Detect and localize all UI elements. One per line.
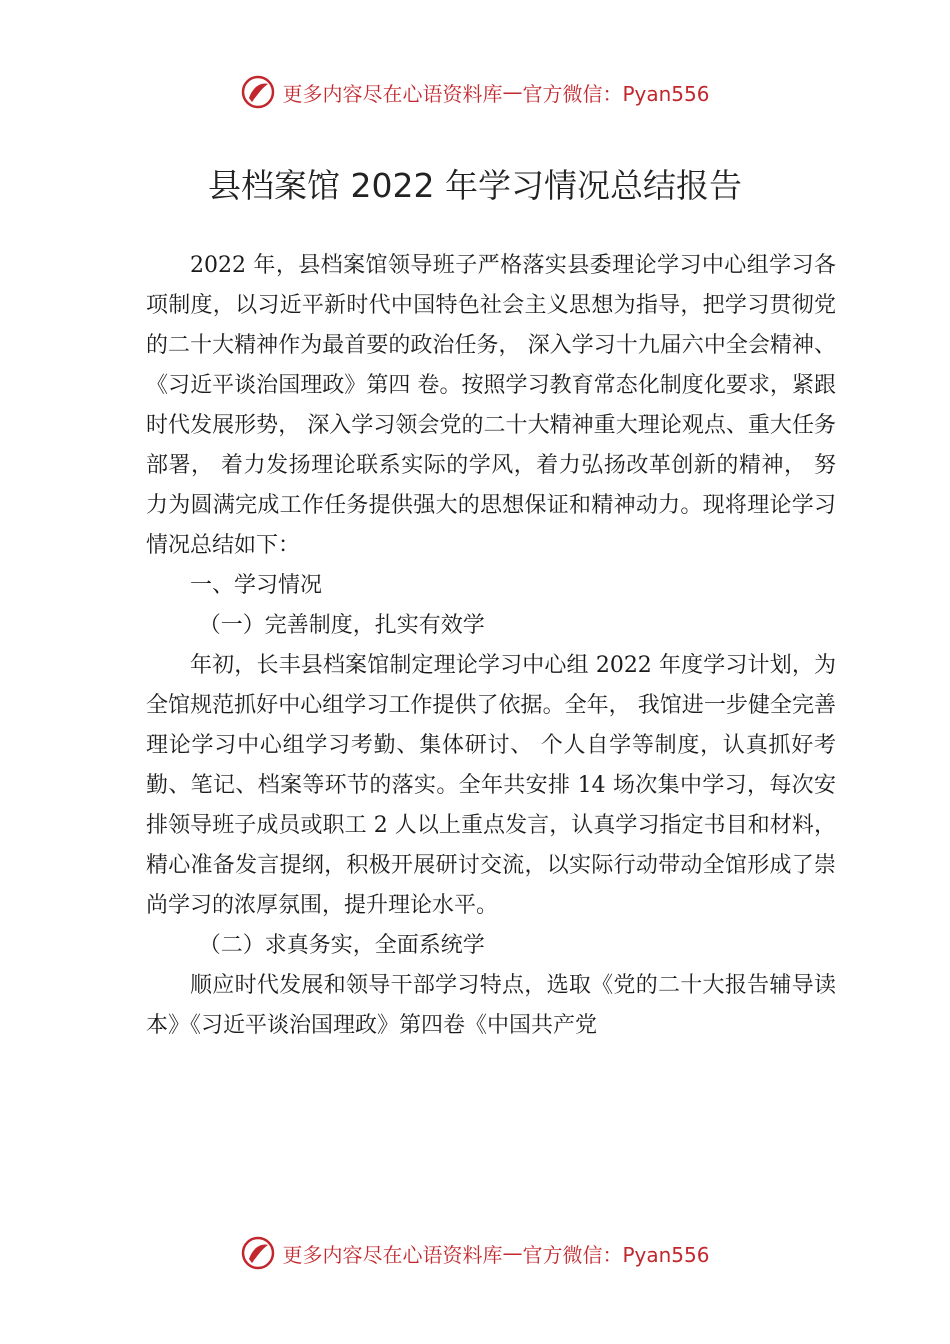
subsection-heading-1: （一）完善制度，扎实有效学 xyxy=(198,613,485,638)
header-watermark-banner xyxy=(0,72,950,112)
subsection-heading-2: （二）求真务实，全面系统学 xyxy=(198,933,485,958)
banner-wechat: 官方微信：Pyan556 xyxy=(522,81,710,106)
section-heading-1: 一、学习情况 xyxy=(190,573,323,598)
brand-logo-icon xyxy=(240,74,276,110)
banner-text: 更多内容尽在心语资料库 xyxy=(282,81,503,106)
footer-watermark-banner xyxy=(0,1233,950,1273)
paragraph-1: 年初，长丰县档案馆制定理论学习中心组 2022 年度学习计划，为全馆规范抓好中心组学习工作提供了依据。全年， 我馆进一步健全完善理论学习中心组学习考勤、集体研讨、 个人自学等制度，认真抓好考勤、笔记、档案等环节的落实。全年共安排 14 场次集中学习，每次安排领导班子成员或职工 2 人以上重点发言，认真学习指定书目和材料，精心准备发言提纲，积极开展研讨交流，以实际行动带动全馆形成了崇尚学习的浓厚氛围，提升理论水平。 xyxy=(146,653,836,918)
document-body xyxy=(146,246,836,1046)
banner-wechat: 官方微信：Pyan556 xyxy=(522,1242,710,1267)
banner-separator: — xyxy=(502,1241,523,1265)
paragraph-2: 顺应时代发展和领导干部学习特点，选取《党的二十大报告辅导读本》《习近平谈治国理政》第四卷《中国共产党 xyxy=(146,973,836,1038)
document-title: 县档案馆 2022 年学习情况总结报告 xyxy=(208,166,742,205)
paragraph-intro: 2022 年，县档案馆领导班子严格落实县委理论学习中心组学习各项制度，以习近平新时代中国特色社会主义思想为指导，把学习贯彻党的二十大精神作为最首要的政治任务， 深入学习十九届六中全会精神、《习近平谈治国理政》第四 卷。按照学习教育常态化制度化要求，紧跟时代发展形势， 深入学习领会党的二十大精神重大理论观点、重大任务部署， 着力发扬理论联系实际的学风，着力弘扬改革创新的精神， 努力为圆满完成工作任务提供强大的思想保证和精神动力。现将理论学习情况总结如下： xyxy=(146,253,836,558)
banner-separator: — xyxy=(502,80,523,104)
brand-logo-icon xyxy=(240,1235,276,1271)
banner-text: 更多内容尽在心语资料库 xyxy=(282,1242,503,1267)
